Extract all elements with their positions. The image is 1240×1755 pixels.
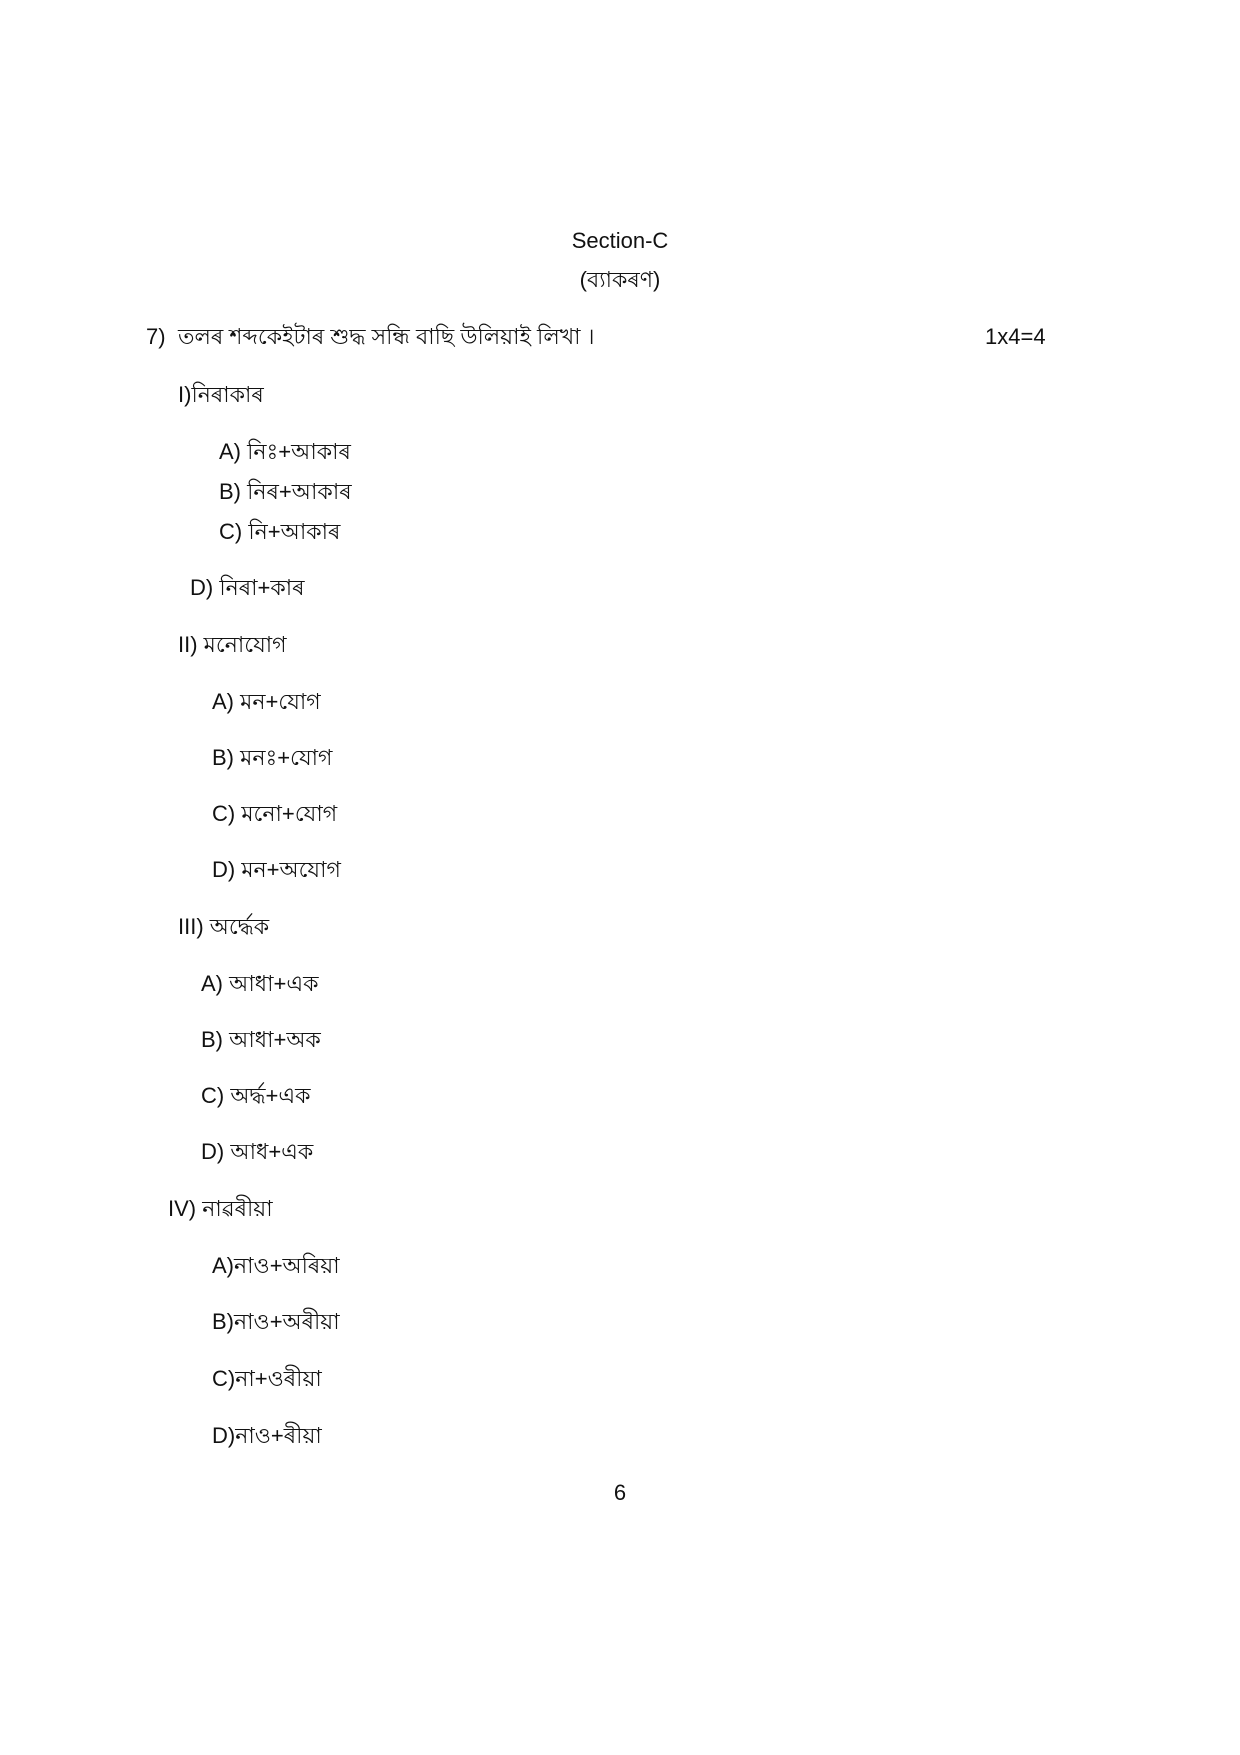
option: A) মন+যোগ [212,689,321,714]
option: C) নি+আকাৰ [219,519,341,544]
option: B) মনঃ+যোগ [212,745,333,770]
option: C) অৰ্দ্ধ+এক [201,1083,311,1108]
option: C) মনো+যোগ [212,801,338,826]
option: A) আধা+এক [201,971,319,996]
option: B)নাও+অৰীয়া [212,1309,340,1334]
option: D) নিৰা+কাৰ [190,575,305,600]
question-text: তলৰ শব্দকেইটাৰ শুদ্ধ সন্ধি বাছি উলিয়াই লিখা । [178,324,595,349]
option: A)নাও+অৰিয়া [212,1253,340,1278]
section-subtitle: (ব্যাকৰণ) [579,267,661,292]
option: D) আধ+এক [201,1139,314,1164]
option: B) আধা+অক [201,1027,321,1052]
item-label: III) অৰ্দ্ধেক [178,914,270,939]
option: D)নাও+ৰীয়া [212,1423,322,1448]
item-label: IV) নাৱৰীয়া [168,1196,273,1221]
option: B) নিৰ+আকাৰ [219,479,352,504]
option: C)না+ওৰীয়া [212,1366,322,1391]
option: A) নিঃ+আকাৰ [219,439,351,464]
question-marks: 1x4=4 [985,324,1046,349]
item-label: II) মনোযোগ [178,632,287,657]
item-label: I)নিৰাকাৰ [178,382,264,407]
question-number: 7) [146,324,166,349]
option: D) মন+অযোগ [212,857,341,882]
page-number: 6 [613,1480,627,1505]
section-title: Section-C [571,228,669,253]
